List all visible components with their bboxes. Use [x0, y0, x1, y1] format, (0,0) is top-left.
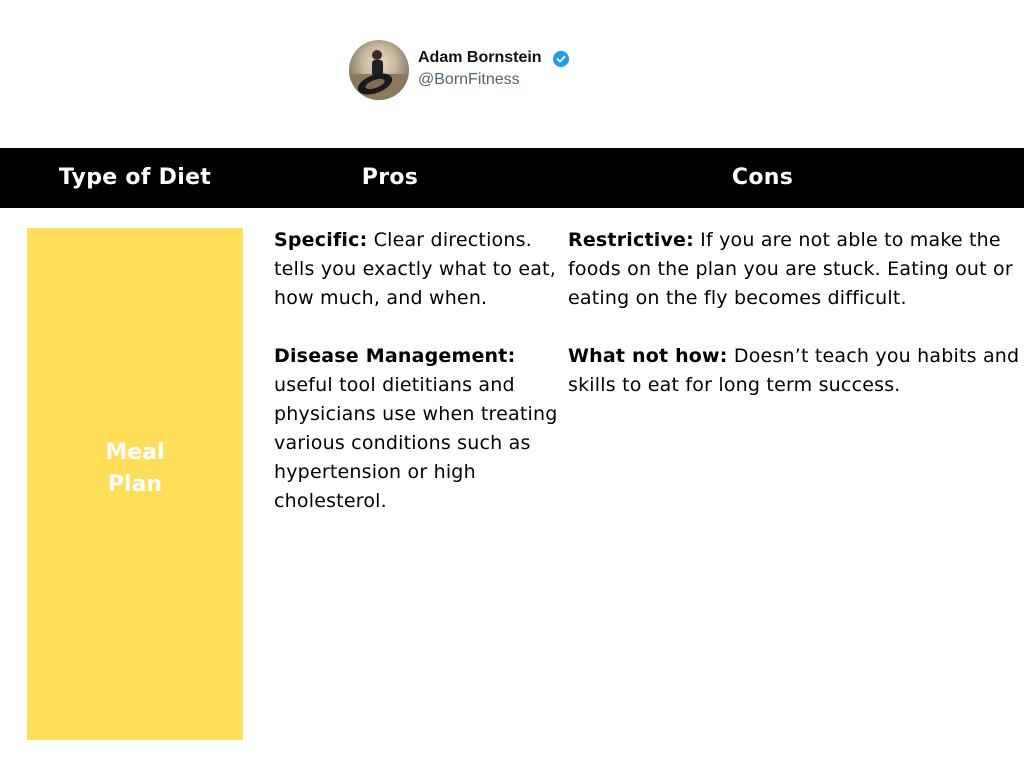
- diet-type-cell: [27, 228, 243, 740]
- author-handle[interactable]: @BornFitness: [418, 71, 520, 88]
- pro-entry-disease-management: [274, 342, 559, 516]
- pro-entry-specific: [274, 226, 559, 313]
- diet-type-line1: Meal: [105, 440, 165, 465]
- con-title: Restrictive:: [568, 229, 694, 251]
- pro-text: useful tool dietitians and physicians use when treating various conditions such as hypertension or high cholesterol.: [274, 374, 558, 512]
- table-header: [0, 148, 1024, 208]
- pro-text: Clear directions. tells you exactly what to eat, how much, and when.: [274, 229, 556, 309]
- cons-column: [568, 226, 1024, 429]
- pro-title: Specific:: [274, 229, 368, 251]
- header-cons: Cons: [731, 165, 794, 190]
- pros-column: [274, 226, 559, 545]
- header-type-of-diet: Type of Diet: [58, 165, 212, 190]
- diet-type-label: [27, 437, 243, 501]
- con-entry-what-not-how: [568, 342, 1024, 400]
- con-entry-restrictive: [568, 226, 1024, 313]
- con-title: What not how:: [568, 345, 728, 367]
- avatar-photo: [349, 40, 409, 100]
- diet-type-line2: Plan: [107, 472, 163, 497]
- pro-title: Disease Management:: [274, 345, 516, 367]
- verified-badge-icon: [553, 51, 569, 67]
- header-pros: Pros: [361, 165, 419, 190]
- con-text: Doesn’t teach you habits and skills to eat for long term success.: [568, 345, 1020, 396]
- avatar[interactable]: [349, 40, 409, 100]
- author-name[interactable]: Adam Bornstein: [418, 49, 542, 66]
- con-text: If you are not able to make the foods on the plan you are stuck. Eating out or eating on the fly becomes difficult.: [568, 229, 1013, 309]
